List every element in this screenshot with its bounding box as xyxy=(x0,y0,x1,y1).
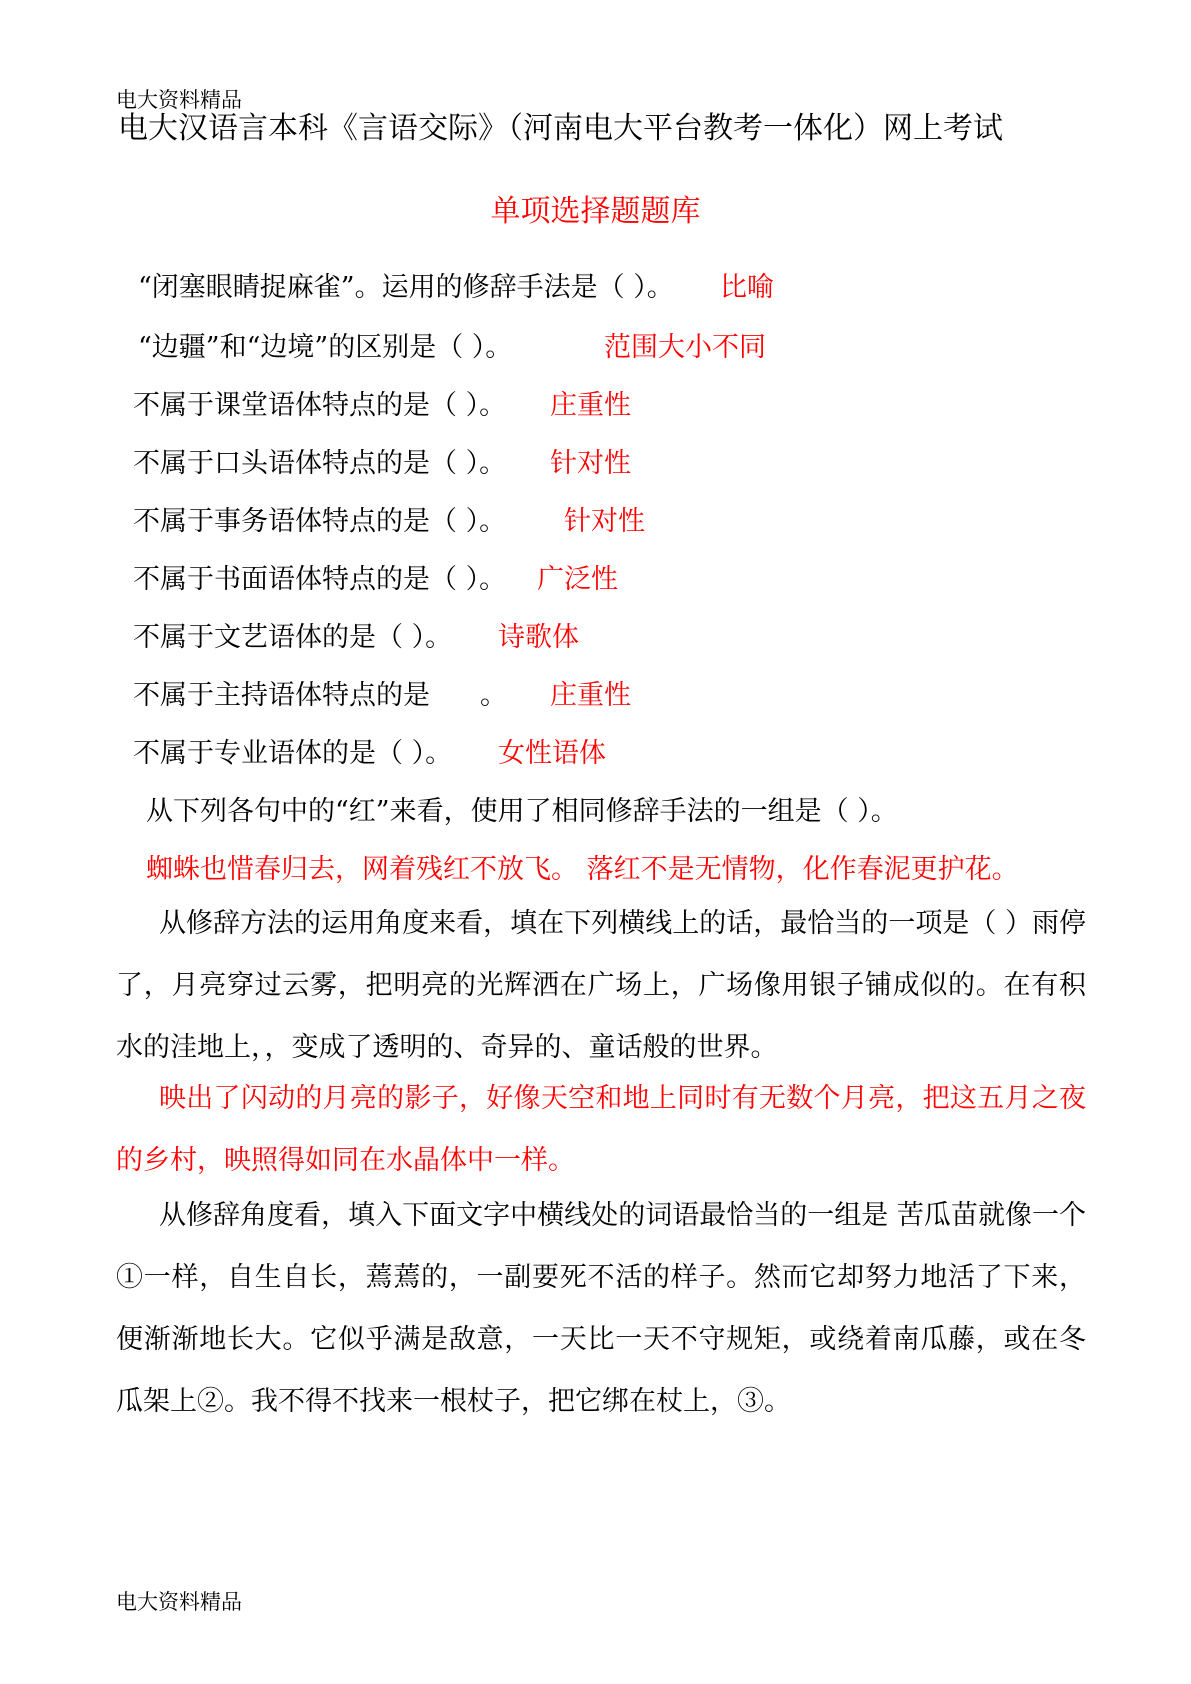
answer-text: 女性语体 xyxy=(498,738,606,769)
page-footer: 电大资料精品 xyxy=(116,1590,242,1614)
question-text: 从修辞方法的运用角度来看，填在下列横线上的话，最恰当的一项是（ ）雨停了，月亮穿过云雾，把明亮的光辉洒在广场上，广场像用银子铺成似的。在有积水的洼地上，，变成了透明的、奇异的、童话般的世界。 xyxy=(116,908,1086,1063)
answer-text: 针对性 xyxy=(550,448,631,479)
question-text: 不属于文艺语体的是（ ）。 xyxy=(133,622,453,653)
question-text: 从下列各句中的“红”来看，使用了相同修辞手法的一组是（ ）。 xyxy=(146,796,898,827)
answer-text: 庄重性 xyxy=(550,390,631,421)
question-text: 不属于事务语体特点的是（ ）。 xyxy=(133,506,507,537)
question-text: “闭塞眼睛捉麻雀”。运用的修辞手法是（ ）。 xyxy=(138,272,674,303)
document-subtitle: 单项选择题题库 xyxy=(490,194,701,229)
question-text: 不属于书面语体特点的是（ ）。 xyxy=(133,564,507,595)
answer-text: 诗歌体 xyxy=(498,622,579,653)
question-text: 不属于主持语体特点的是 xyxy=(133,680,430,711)
question-text: 不属于口头语体特点的是（ ）。 xyxy=(133,448,507,479)
answer-text: 广泛性 xyxy=(537,564,618,595)
answer-text: 范围大小不同 xyxy=(604,332,766,363)
question-text: 从修辞角度看，填入下面文字中横线处的词语最恰当的一组是 苦瓜苗就像一个①一样，自生自长，蔫蔫的，一副要死不活的样子。然而它却努力地活了下来，便渐渐地长大。它似乎满是敌意，一天比一天不守规矩，或绕着南瓜藤，或在冬瓜架上②。我不得不找来一根杖子，把它绑在杖上，③。 xyxy=(116,1200,1086,1417)
question-text: 不属于课堂语体特点的是（ ）。 xyxy=(133,390,507,421)
answer-text: 针对性 xyxy=(564,506,645,537)
answer-text: 蜘蛛也惜春归去，网着残红不放飞。 落红不是无情物，化作春泥更护花。 xyxy=(146,854,1019,885)
question-punctuation: 。 xyxy=(480,680,507,711)
answer-text: 比喻 xyxy=(720,272,774,303)
answer-text: 映出了闪动的月亮的影子，好像天空和地上同时有无数个月亮，把这五月之夜的乡村，映照得如同在水晶体中一样。 xyxy=(116,1083,1086,1176)
page-header: 电大资料精品 xyxy=(116,88,242,112)
question-text: “边疆”和“边境”的区别是（ ）。 xyxy=(138,332,513,363)
answer-text: 庄重性 xyxy=(550,680,631,711)
question-text: 不属于专业语体的是（ ）。 xyxy=(133,738,453,769)
document-title: 电大汉语言本科《言语交际》（河南电大平台教考一体化）网上考试 xyxy=(118,111,1003,146)
